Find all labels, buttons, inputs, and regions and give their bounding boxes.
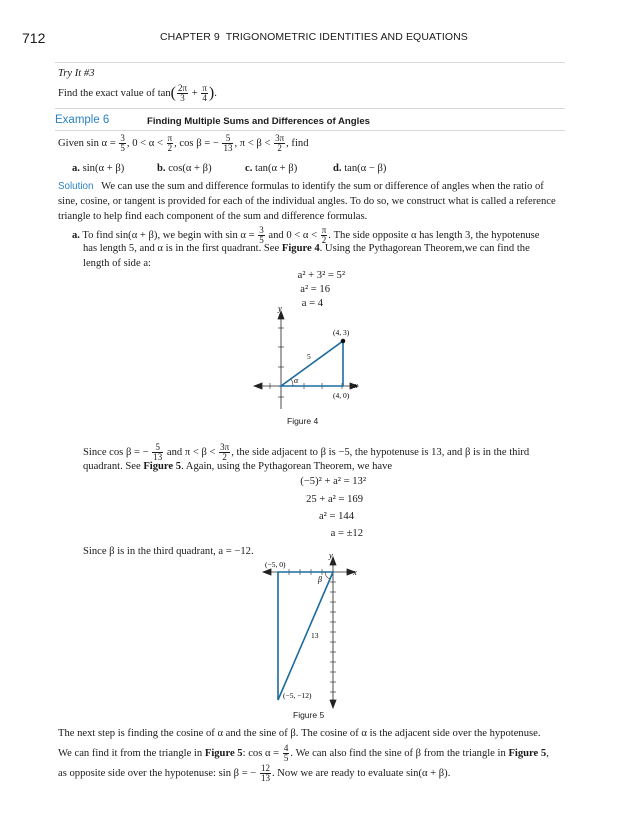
- y-label: y: [329, 552, 333, 560]
- reference-triangle: [281, 341, 343, 386]
- part-a: a. sin(α + β): [72, 163, 125, 174]
- point-label-bottom: (4, 0): [333, 391, 350, 400]
- divider: [55, 130, 565, 131]
- angle-label: β: [318, 575, 322, 584]
- paragraph-4-line-1: The next step is finding the cosine of α and the sine of β. The cosine of α is the adjacent side over the hypotenuse.: [58, 728, 541, 739]
- y-label: y: [278, 305, 282, 313]
- equation: a² = 16: [300, 284, 330, 295]
- point-label-top: (4, 3): [333, 328, 350, 337]
- part-b: b. cos(α + β): [157, 163, 212, 174]
- try-it-title: Try It #3: [58, 68, 95, 79]
- point-label-bottom: (−5, −12): [283, 691, 312, 700]
- angle-arc: [291, 379, 293, 386]
- part-a-line-2: has length 5, and α is in the first quadrant. See Figure 4. Using the Pythagorean Theorem,we can find the: [83, 243, 530, 254]
- paragraph-2-line-1: Since cos β = − $\frac{5}{13}$ and π < β < $\frac{3\pi}{2}$ , the side adjacent to β is −5, the hypotenuse is 13, and β is in the third: [83, 442, 530, 462]
- hypotenuse-label: 13: [311, 631, 319, 640]
- equation: 25 + a² = 169: [306, 494, 363, 505]
- figure-5-graph: [255, 552, 375, 712]
- part-c: c. tan(α + β): [245, 163, 298, 174]
- try-it-text: Find the exact value of tan( $\frac{2\pi}{3}$ + $\frac{\pi}{4}$ ).: [58, 83, 217, 103]
- x-axis-arrow-left: [254, 383, 262, 389]
- solution-line-3: triangle to help find each component of the sum and difference formulas.: [58, 211, 368, 222]
- part-a-line-3: length of side a:: [83, 258, 151, 269]
- paragraph-4-line-3: as opposite side over the hypotenuse: sin β = − $\frac{12}{13}$ . Now we are ready to evaluate sin(α + β).: [58, 763, 451, 783]
- given-line: Given sin α = $\frac{3}{5}$ , 0 < α < $\frac{\pi}{2}$ , cos β = − $\frac{5}{13}$ , π < β < $\frac{3\pi}{2}$ , find: [58, 133, 309, 153]
- part-d: d. tan(α − β): [333, 163, 387, 174]
- paragraph-3: Since β is in the third quadrant, a = −12.: [83, 546, 254, 557]
- divider: [55, 108, 565, 109]
- example-label: Example 6: [55, 114, 110, 126]
- chapter-label: CHAPTER 9: [160, 31, 220, 43]
- x-axis-arrow-left: [263, 569, 271, 575]
- solution-line-1: Solution We can use the sum and difference formulas to identify the sum or difference of angles when the ratio of: [58, 181, 544, 192]
- angle-arc: [325, 572, 330, 579]
- figure-4-caption: Figure 4: [287, 416, 319, 426]
- angle-label: α: [294, 376, 299, 385]
- solution-label: Solution: [58, 181, 94, 192]
- page-number: 712: [22, 30, 46, 46]
- equation: a² + 3² = 5²: [297, 270, 345, 281]
- chapter-title: TRIGONOMETRIC IDENTITIES AND EQUATIONS: [225, 31, 468, 43]
- equation: a² = 144: [318, 511, 354, 522]
- vertex-point: [341, 339, 346, 344]
- part-a-line-1: a. To find sin(α + β), we begin with sin α = $\frac{3}{5}$ and 0 < α < $\frac{\pi}{2}$ . The side opposite α has length 3, the hypotenuse: [72, 225, 540, 245]
- equation: a = ±12: [330, 528, 363, 539]
- solution-line-2: sine, cosine, or tangent is provided for each of the individual angles. To do so, we construct what is called a reference: [58, 196, 556, 207]
- equation: a = 4: [301, 298, 323, 309]
- y-axis-arrow-bottom: [330, 700, 336, 708]
- figure-5-caption: Figure 5: [293, 710, 325, 720]
- equation: (−5)² + a² = 13²: [300, 476, 366, 487]
- hypotenuse-label: 5: [307, 352, 311, 361]
- x-label: x: [353, 567, 357, 577]
- paragraph-2-line-2: quadrant. See Figure 5. Again, using the Pythagorean Theorem, we have: [83, 461, 393, 472]
- example-title: Finding Multiple Sums and Differences of Angles: [147, 116, 370, 127]
- divider: [55, 62, 565, 63]
- x-label: x: [354, 380, 358, 390]
- point-label-top: (−5, 0): [265, 560, 286, 569]
- paragraph-4-line-2: We can find it from the triangle in Figure 5: cos α = $\frac{4}{5}$ . We can also find the sine of β from the triangle in Figure 5,: [58, 743, 549, 763]
- reference-triangle: [278, 572, 333, 700]
- chapter-heading: [160, 31, 468, 43]
